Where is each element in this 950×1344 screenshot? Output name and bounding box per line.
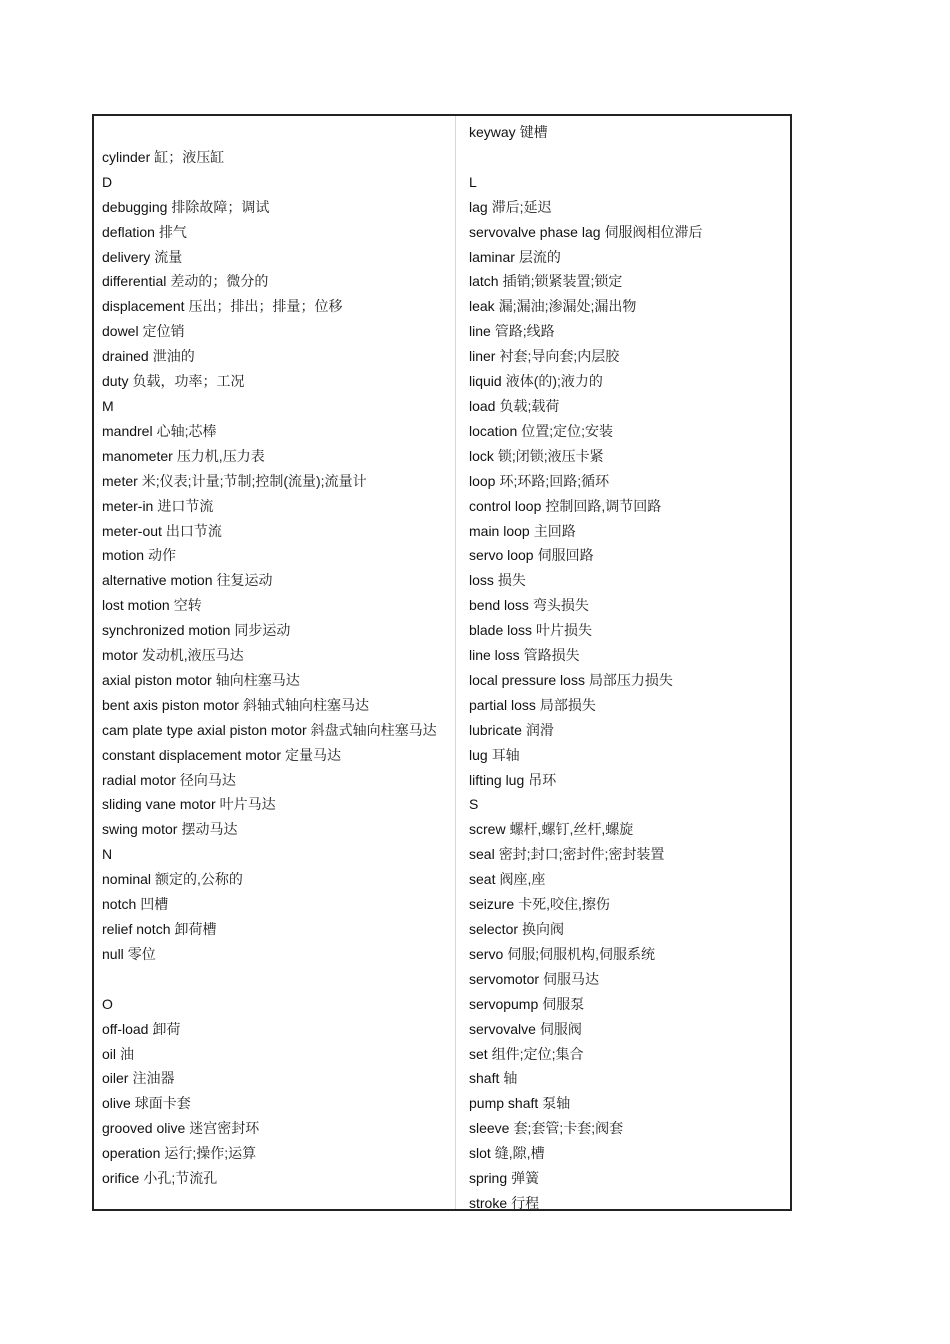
glossary-gloss: 卡死,咬住,擦伤 [518, 896, 610, 913]
glossary-gloss: 伺服泵 [542, 995, 585, 1012]
glossary-entry [469, 120, 787, 145]
glossary-entry [102, 419, 452, 444]
glossary-gloss: 发动机,液压马达 [141, 647, 244, 664]
column-divider [455, 116, 456, 1209]
glossary-term: slot [469, 1145, 491, 1162]
glossary-entry [469, 1116, 787, 1141]
glossary-term: M [102, 397, 114, 414]
glossary-gloss: 伺服阀相位滞后 [604, 223, 703, 240]
glossary-gloss: 耳轴 [491, 746, 520, 763]
glossary-term: set [469, 1045, 488, 1062]
glossary-entry [469, 568, 787, 593]
glossary-entry [102, 369, 452, 394]
glossary-term: drained [102, 348, 149, 365]
glossary-term: location [469, 422, 518, 439]
glossary-term: lubricate [469, 721, 522, 738]
glossary-entry [102, 1091, 452, 1116]
glossary-term: liquid [469, 373, 502, 390]
glossary-gloss: 球面卡套 [134, 1095, 191, 1112]
glossary-term: seat [469, 871, 496, 888]
glossary-gloss: 主回路 [533, 522, 576, 539]
glossary-entry [469, 543, 787, 568]
glossary-term: keyway [469, 124, 516, 140]
glossary-gloss: 卸荷 [152, 1020, 181, 1037]
glossary-term: olive [102, 1095, 131, 1112]
glossary-gloss: 插销;锁紧装置;锁定 [502, 273, 623, 290]
glossary-gloss: 压出；排出；排量；位移 [188, 298, 343, 315]
glossary-gloss: 泄油的 [152, 348, 195, 365]
glossary-term: blade loss [469, 622, 533, 639]
glossary-term: constant displacement motor [102, 746, 281, 763]
glossary-term: differential [102, 273, 167, 290]
glossary-gloss: 伺服回路 [537, 547, 594, 564]
glossary-gloss: 额定的,公称的 [155, 871, 243, 888]
glossary-gloss: 行程 [511, 1194, 540, 1211]
glossary-term: load [469, 397, 496, 414]
glossary-entry [469, 519, 787, 544]
glossary-entry [102, 867, 452, 892]
glossary-gloss: 出口节流 [165, 522, 222, 539]
glossary-entry [102, 245, 452, 270]
glossary-gloss: 零位 [127, 945, 156, 962]
glossary-entry [469, 693, 787, 718]
glossary-entry [102, 394, 452, 419]
glossary-term: leak [469, 298, 495, 315]
glossary-gloss: 油 [120, 1045, 135, 1062]
glossary-entry [469, 593, 787, 618]
glossary-entry [102, 1116, 452, 1141]
glossary-gloss: 流量 [154, 248, 183, 265]
glossary-entry [102, 917, 452, 942]
glossary-term: mandrel [102, 422, 153, 439]
glossary-term: motion [102, 547, 145, 564]
glossary-entry [469, 1091, 787, 1116]
glossary-entry [469, 942, 787, 967]
glossary-entry [102, 693, 452, 718]
glossary-term: synchronized motion [102, 622, 231, 639]
glossary-term: spring [469, 1170, 508, 1187]
glossary-gloss: 控制回路,调节回路 [545, 497, 662, 514]
glossary-gloss: 米;仪表;计量;节制;控制(流量);流量计 [141, 472, 367, 489]
glossary-column-left [102, 120, 452, 1191]
glossary-gloss: 层流的 [518, 248, 561, 265]
glossary-gloss: 弹簧 [511, 1170, 540, 1187]
glossary-gloss: 密封;封口;密封件;密封装置 [498, 846, 665, 863]
glossary-gloss: 斜轴式轴向柱塞马达 [242, 696, 369, 713]
glossary-term: off-load [102, 1020, 149, 1037]
glossary-term: loop [469, 472, 496, 489]
glossary-column-right [469, 120, 787, 1216]
glossary-term: line loss [469, 647, 520, 664]
glossary-gloss: 空转 [173, 597, 202, 614]
glossary-gloss: 锁;闭锁;液压卡紧 [497, 447, 604, 464]
glossary-gloss: 同步运动 [234, 622, 291, 639]
glossary-gloss: 管路;线路 [494, 323, 555, 340]
glossary-term: orifice [102, 1170, 140, 1187]
glossary-term: deflation [102, 223, 155, 240]
glossary-gloss: 局部损失 [539, 696, 596, 713]
glossary-entry [102, 220, 452, 245]
glossary-entry [469, 195, 787, 220]
glossary-gloss: 负载;载荷 [499, 397, 560, 414]
glossary-gloss: 卸荷槽 [174, 921, 217, 937]
glossary-entry [102, 494, 452, 519]
glossary-entry [102, 718, 442, 743]
glossary-term: debugging [102, 198, 168, 215]
glossary-gloss: 定量马达 [284, 746, 341, 763]
glossary-term: shaft [469, 1070, 500, 1087]
glossary-gloss: 伺服;伺服机构,伺服系统 [507, 945, 656, 962]
glossary-entry [102, 618, 452, 643]
glossary-term: seizure [469, 896, 515, 913]
glossary-term: bent axis piston motor [102, 696, 239, 713]
glossary-term: duty [102, 373, 129, 390]
glossary-entry [469, 967, 787, 992]
glossary-term: alternative motion [102, 572, 213, 589]
glossary-gloss: 泵轴 [542, 1095, 571, 1112]
glossary-gloss: 注油器 [132, 1070, 175, 1087]
glossary-gloss: 压力机,压力表 [176, 447, 265, 464]
glossary-entry [102, 1042, 452, 1067]
glossary-entry [102, 1141, 452, 1166]
glossary-entry [469, 643, 787, 668]
glossary-gloss: 径向马达 [179, 771, 236, 788]
glossary-term: sliding vane motor [102, 796, 216, 813]
glossary-term: servovalve [469, 1020, 536, 1037]
glossary-term: meter [102, 472, 138, 489]
glossary-gloss: 换向阀 [522, 921, 565, 937]
glossary-gloss: 缸；液压缸 [154, 148, 225, 165]
glossary-term: O [102, 995, 113, 1012]
glossary-entry [102, 1066, 452, 1091]
glossary-entry [102, 967, 452, 992]
glossary-entry [469, 842, 787, 867]
glossary-entry [102, 1017, 452, 1042]
glossary-gloss: 迷宫密封环 [189, 1120, 260, 1137]
glossary-table [92, 114, 792, 1211]
glossary-gloss: 定位销 [142, 323, 185, 340]
glossary-entry [469, 1066, 787, 1091]
glossary-term: operation [102, 1145, 161, 1162]
glossary-term: axial piston motor [102, 671, 212, 688]
glossary-gloss: 螺杆,螺钉,丝杆,螺旋 [509, 821, 634, 838]
glossary-entry [469, 245, 787, 270]
glossary-gloss: 轴 [503, 1070, 518, 1087]
glossary-term: notch [102, 896, 137, 913]
glossary-gloss: 缝,隙,槽 [494, 1145, 545, 1162]
glossary-entry [102, 195, 452, 220]
glossary-entry [469, 718, 787, 743]
glossary-entry [102, 817, 452, 842]
glossary-entry [469, 1166, 787, 1191]
glossary-term: screw [469, 821, 506, 838]
glossary-entry [102, 942, 452, 967]
glossary-term: swing motor [102, 821, 178, 838]
glossary-entry [469, 494, 787, 519]
glossary-gloss: 环;环路;回路;循环 [499, 472, 610, 489]
glossary-term: servo loop [469, 547, 534, 564]
glossary-term: grooved olive [102, 1120, 186, 1137]
glossary-term: null [102, 945, 124, 962]
glossary-entry [102, 519, 452, 544]
glossary-term: servomotor [469, 970, 540, 987]
glossary-term: displacement [102, 298, 185, 315]
glossary-term: latch [469, 273, 499, 290]
glossary-term: meter-out [102, 522, 162, 539]
glossary-gloss: 漏;漏油;渗漏处;漏出物 [498, 298, 637, 315]
glossary-entry [469, 867, 787, 892]
glossary-entry [469, 768, 787, 793]
glossary-entry [469, 743, 787, 768]
glossary-entry [102, 568, 452, 593]
glossary-entry [469, 1191, 787, 1216]
glossary-gloss: 排气 [158, 223, 187, 240]
glossary-entry [469, 1141, 787, 1166]
glossary-entry [102, 743, 452, 768]
glossary-entry [469, 369, 787, 394]
glossary-gloss: 心轴;芯棒 [156, 422, 217, 439]
glossary-entry [469, 992, 787, 1017]
glossary-entry [102, 792, 452, 817]
glossary-term: selector [469, 921, 519, 937]
glossary-entry [469, 618, 787, 643]
glossary-term: N [102, 846, 113, 863]
glossary-gloss: 叶片损失 [536, 622, 593, 639]
glossary-term: liner [469, 348, 496, 365]
glossary-gloss: 往复运动 [216, 572, 273, 589]
glossary-entry [469, 1017, 787, 1042]
glossary-entry [102, 145, 452, 170]
glossary-term: relief notch [102, 921, 171, 937]
glossary-term: main loop [469, 522, 530, 539]
glossary-gloss: 小孔;节流孔 [143, 1170, 218, 1187]
glossary-entry [469, 319, 787, 344]
glossary-term: motor [102, 647, 138, 664]
glossary-entry [102, 269, 452, 294]
glossary-entry [469, 269, 787, 294]
glossary-term: bend loss [469, 597, 529, 614]
glossary-entry [102, 593, 452, 618]
glossary-term: lock [469, 447, 494, 464]
glossary-term: D [102, 173, 113, 190]
glossary-gloss: 滞后;延迟 [491, 198, 552, 215]
glossary-gloss: 管路损失 [523, 647, 580, 664]
glossary-gloss: 阀座,座 [499, 871, 546, 888]
glossary-gloss: 吊环 [528, 771, 557, 788]
glossary-term: servo [469, 945, 504, 962]
glossary-entry [469, 892, 787, 917]
glossary-term: oil [102, 1045, 117, 1062]
glossary-entry [102, 543, 452, 568]
glossary-gloss: 轴向柱塞马达 [215, 671, 300, 688]
glossary-entry [469, 917, 787, 942]
glossary-term: lost motion [102, 597, 170, 614]
glossary-term: line [469, 323, 491, 340]
glossary-term: control loop [469, 497, 542, 514]
glossary-entry [469, 1042, 787, 1067]
glossary-term: lug [469, 746, 488, 763]
glossary-entry [102, 170, 452, 195]
glossary-term: sleeve [469, 1120, 510, 1137]
glossary-entry [469, 817, 787, 842]
glossary-entry [469, 792, 787, 817]
glossary-entry [102, 643, 452, 668]
glossary-entry [469, 170, 787, 195]
glossary-term: loss [469, 572, 494, 589]
glossary-entry [102, 1166, 452, 1191]
glossary-gloss: 叶片马达 [219, 796, 276, 813]
glossary-entry [102, 469, 452, 494]
glossary-entry [469, 668, 787, 693]
glossary-entry [102, 842, 452, 867]
glossary-entry [469, 294, 787, 319]
glossary-term: nominal [102, 871, 152, 888]
glossary-entry [469, 419, 787, 444]
glossary-term: L [469, 173, 477, 190]
glossary-gloss: 差动的；微分的 [170, 273, 269, 290]
glossary-term: oiler [102, 1070, 129, 1087]
glossary-entry [102, 344, 452, 369]
glossary-term: laminar [469, 248, 515, 265]
glossary-term: cam plate type axial piston motor [102, 721, 307, 738]
glossary-gloss: 润滑 [525, 721, 554, 738]
glossary-entry [469, 394, 787, 419]
glossary-gloss: 动作 [148, 547, 177, 564]
glossary-entry [102, 294, 452, 319]
glossary-gloss: 位置;定位;安装 [521, 422, 614, 439]
glossary-term: radial motor [102, 771, 176, 788]
glossary-entry [102, 120, 452, 145]
glossary-term: S [469, 796, 479, 813]
glossary-entry [102, 444, 452, 469]
glossary-gloss: 局部压力损失 [588, 671, 673, 688]
glossary-gloss: 摆动马达 [181, 821, 238, 838]
glossary-term: stroke [469, 1194, 508, 1211]
glossary-gloss: 键槽 [519, 124, 548, 140]
glossary-gloss: 套;套管;卡套;阀套 [513, 1120, 624, 1137]
glossary-entry [102, 668, 452, 693]
glossary-gloss: 损失 [497, 572, 526, 589]
glossary-term: lag [469, 198, 488, 215]
glossary-term: delivery [102, 248, 151, 265]
glossary-term: meter-in [102, 497, 154, 514]
glossary-term: manometer [102, 447, 173, 464]
glossary-entry [102, 892, 452, 917]
glossary-term: dowel [102, 323, 139, 340]
glossary-term: local pressure loss [469, 671, 585, 688]
glossary-entry [102, 768, 452, 793]
glossary-gloss: 运行;操作;运算 [164, 1145, 257, 1162]
glossary-gloss: 凹槽 [140, 896, 169, 913]
glossary-gloss: 衬套;导向套;内层胶 [499, 348, 620, 365]
glossary-entry [469, 145, 787, 170]
glossary-gloss: 组件;定位;集合 [491, 1045, 584, 1062]
glossary-gloss: 斜盘式轴向柱塞马达 [310, 721, 437, 738]
glossary-gloss: 伺服马达 [543, 970, 600, 987]
glossary-gloss: 液体(的);液力的 [505, 373, 603, 390]
glossary-gloss: 进口节流 [157, 497, 214, 514]
glossary-gloss: 负载，功率；工况 [132, 373, 245, 390]
glossary-term: seal [469, 846, 495, 863]
glossary-term: servovalve phase lag [469, 223, 601, 240]
glossary-entry [102, 992, 452, 1017]
glossary-term: servopump [469, 995, 539, 1012]
glossary-entry [102, 319, 452, 344]
glossary-term: partial loss [469, 696, 536, 713]
glossary-term: cylinder [102, 148, 151, 165]
glossary-entry [469, 220, 787, 245]
glossary-gloss: 弯头损失 [532, 597, 589, 614]
glossary-term: lifting lug [469, 771, 525, 788]
glossary-entry [469, 344, 787, 369]
glossary-entry [469, 444, 787, 469]
glossary-entry [469, 469, 787, 494]
glossary-term: pump shaft [469, 1095, 539, 1112]
glossary-gloss: 排除故障；调试 [171, 198, 270, 215]
glossary-gloss: 伺服阀 [539, 1020, 582, 1037]
